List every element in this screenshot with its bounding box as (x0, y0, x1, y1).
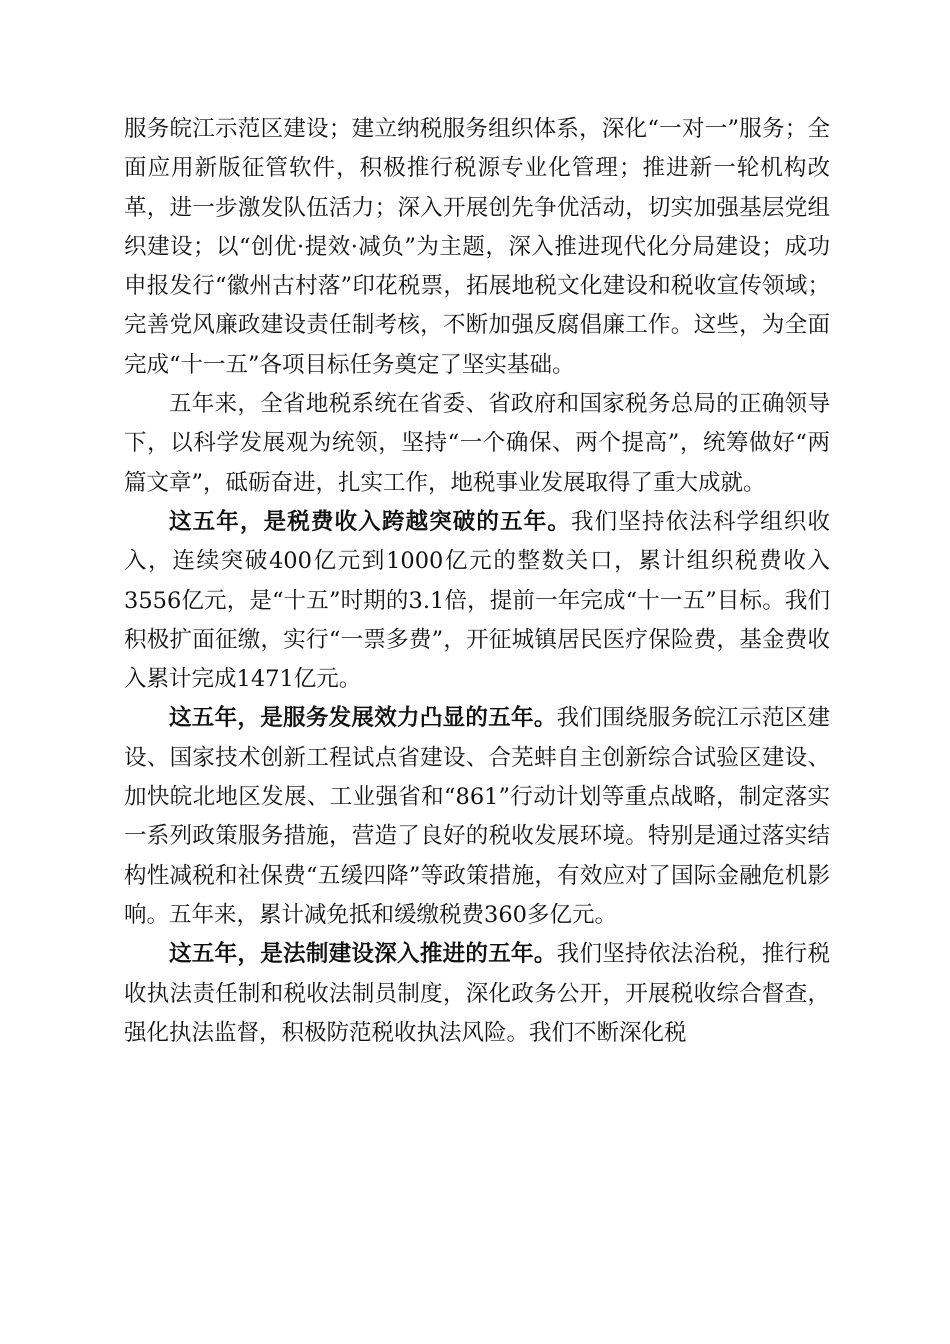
paragraph-text: 服务皖江示范区建设；建立纳税服务组织体系，深化“一对一”服务；全面应用新版征管软件，积极推行税源专业化管理；推进新一轮机构改革，进一步激发队伍活力；深入开展创先争优活动，切实加强基层党组织建设；以“创优·提效·减负”为主题，深入推进现代化分局建设；成功申报发行“徽州古村落”印花税票，拓展地税文化建设和税收宣传领域；完善党风廉政建设责任制考核，不断加强反腐倡廉工作。这些，为全面完成“十一五”各项目标任务奠定了坚实基础。 (124, 116, 830, 378)
body-text (124, 110, 830, 1053)
paragraph-text: 五年来，全省地税系统在省委、省政府和国家税务总局的正确领导下，以科学发展观为统领，坚持“一个确保、两个提高”，统筹做好“两篇文章”，砥砺奋进，扎实工作，地税事业发展取得了重大成就。 (124, 391, 830, 496)
paragraph-lead: 这五年，是税费收入跨越突破的五年。 (169, 508, 571, 535)
paragraph-legal (124, 935, 830, 1053)
paragraph-continuation (124, 110, 830, 385)
paragraph-text: 我们围绕服务皖江示范区建设、国家技术创新工程试点省建设、合芜蚌自主创新综合试验区建设、加快皖北地区发展、工业强省和“861”行动计划等重点战略，制定落实一系列政策服务措施，营造了良好的税收发展环境。特别是通过落实结构性减税和社保费“五缓四降”等政策措施，有效应对了国际金融危机影响。五年来，累计减免抵和缓缴税费360多亿元。 (124, 705, 830, 928)
paragraph-revenue (124, 503, 830, 699)
paragraph-lead: 这五年，是服务发展效力凸显的五年。 (169, 705, 557, 732)
paragraph-lead: 这五年，是法制建设深入推进的五年。 (169, 941, 557, 968)
paragraph-service (124, 699, 830, 935)
paragraph-text: 我们坚持依法治税，推行税收执法责任制和税收法制员制度，深化政务公开，开展税收综合督查，强化执法监督，积极防范税收执法风险。我们不断深化税 (124, 941, 830, 1046)
paragraph-overview (124, 385, 830, 503)
paragraph-text: 我们坚持依法科学组织收入，连续突破400亿元到1000亿元的整数关口，累计组织税费收入3556亿元，是“十五”时期的3.1倍，提前一年完成“十一五”目标。我们积极扩面征缴，实行“一票多费”，开征城镇居民医疗保险费，基金费收入累计完成1471亿元。 (124, 508, 830, 693)
